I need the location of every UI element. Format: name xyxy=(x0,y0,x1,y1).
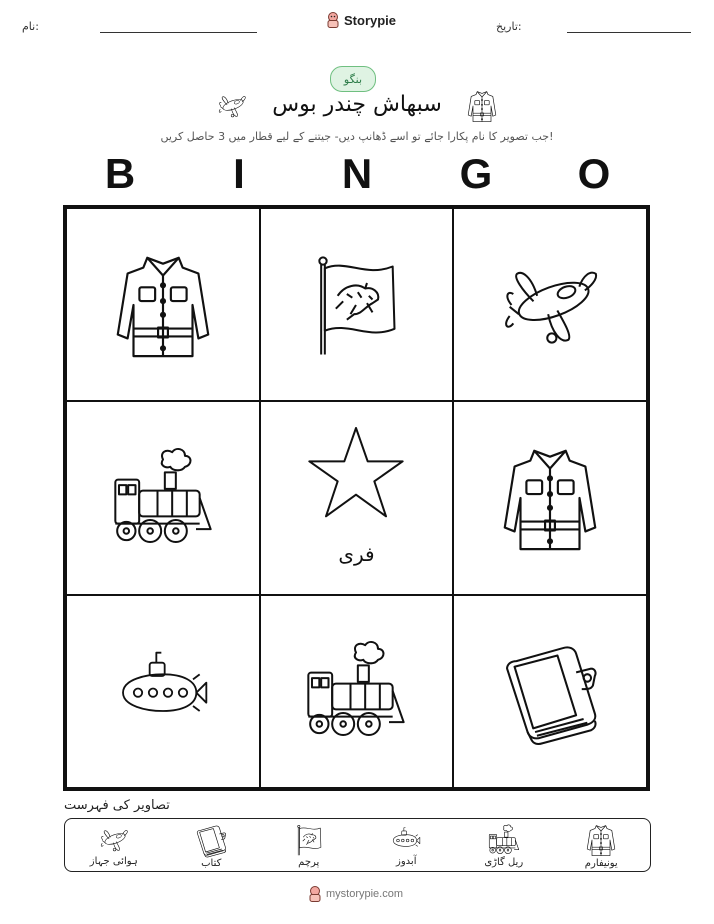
bingo-cell[interactable] xyxy=(66,401,260,594)
bingo-cell[interactable] xyxy=(260,208,454,401)
list-item xyxy=(366,824,446,867)
bingo-letter-g: G xyxy=(459,150,493,197)
date-line[interactable] xyxy=(567,32,691,33)
bingo-cell[interactable] xyxy=(453,401,647,594)
bingo-letter-o: O xyxy=(577,150,611,197)
storypie-mascot-icon xyxy=(308,886,322,902)
name-label: نام: xyxy=(22,20,39,33)
list-item-label: پرچم xyxy=(298,856,320,868)
date-label: تاریخ: xyxy=(496,20,522,33)
brand-logo xyxy=(326,12,396,28)
tiger-flag-icon xyxy=(301,250,411,360)
picture-list xyxy=(64,818,651,872)
bingo-letter-n: N xyxy=(341,150,373,197)
uniform-icon xyxy=(491,439,609,557)
train-icon xyxy=(485,823,523,857)
picture-list-title: تصاویر کی فہرست xyxy=(64,798,170,813)
uniform-icon xyxy=(464,88,500,124)
list-item-label: آبدوز xyxy=(396,855,417,867)
list-item-label: ہوائی جہاز xyxy=(89,855,138,867)
bingo-badge: بنگو xyxy=(330,66,376,92)
bingo-letter-i: I xyxy=(233,150,245,197)
book-icon xyxy=(494,635,606,747)
list-item xyxy=(269,823,349,868)
uniform-icon xyxy=(583,822,619,858)
free-cell[interactable] xyxy=(260,401,454,594)
free-label: فری xyxy=(338,542,375,567)
bingo-cell[interactable] xyxy=(66,208,260,401)
uniform-icon xyxy=(104,246,222,364)
submarine-icon xyxy=(104,641,222,741)
bingo-grid xyxy=(63,205,650,791)
footer-url[interactable]: mystorypie.com xyxy=(326,888,404,900)
bingo-cell[interactable] xyxy=(66,595,260,788)
train-icon xyxy=(301,636,411,746)
bingo-cell[interactable] xyxy=(453,595,647,788)
list-item xyxy=(464,823,544,868)
list-item-label: یونیفارم xyxy=(584,857,618,869)
list-item-label: کتاب xyxy=(201,857,222,869)
submarine-icon xyxy=(385,824,427,856)
list-item xyxy=(74,824,154,867)
tiger-flag-icon xyxy=(291,823,327,857)
airplane-icon xyxy=(490,250,610,360)
bingo-letter-b: B xyxy=(104,150,136,197)
instructions: جب تصویر کا نام پکارا جائے تو اسے ڈھانپ دیں- جیتنے کے لیے قطار میں 3 حاصل کریں! xyxy=(160,130,554,143)
list-item xyxy=(561,822,641,869)
train-icon xyxy=(108,443,218,553)
list-item-label: ریل گاڑی xyxy=(484,856,524,868)
storypie-mascot-icon xyxy=(326,12,340,28)
list-item xyxy=(171,822,251,869)
bingo-cell[interactable] xyxy=(453,208,647,401)
brand-name: Storypie xyxy=(344,12,397,28)
star-icon xyxy=(302,423,410,523)
bingo-cell[interactable] xyxy=(260,595,454,788)
page-title: سبھاش چندر بوس xyxy=(272,92,442,117)
name-line[interactable] xyxy=(100,32,257,33)
airplane-icon xyxy=(93,824,135,856)
book-icon xyxy=(192,822,230,858)
footer xyxy=(308,886,403,902)
